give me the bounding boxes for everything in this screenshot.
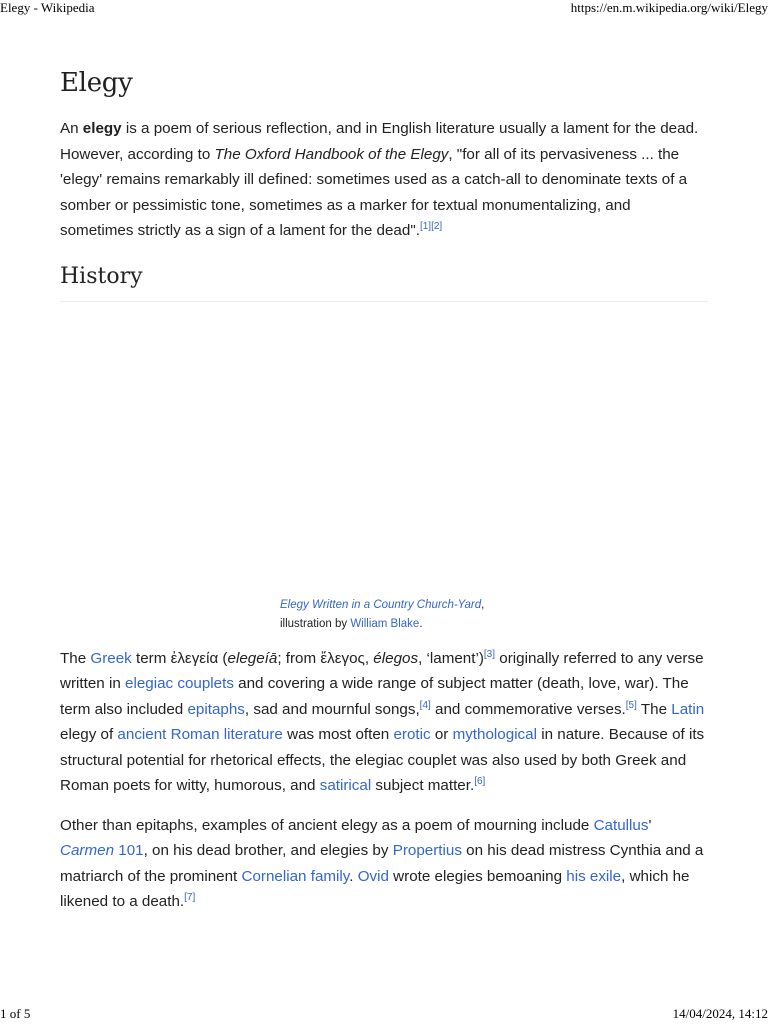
caption-elegy-link[interactable]: Elegy Written in a Country Church-Yard	[280, 598, 482, 611]
link-greek[interactable]: Greek	[90, 649, 132, 667]
link-elegiac-couplets[interactable]: elegiac couplets	[125, 675, 234, 692]
ref-7-link[interactable]: [7]	[184, 892, 196, 903]
caption-william-blake-link[interactable]: William Blake	[350, 617, 420, 630]
link-catullus[interactable]: Catullus	[593, 816, 649, 834]
link-satirical[interactable]: satirical	[319, 777, 372, 794]
link-latin[interactable]: Latin	[671, 700, 705, 718]
ref-5-link[interactable]: [5]	[625, 699, 637, 711]
figure-image-area	[60, 302, 708, 596]
link-101[interactable]: 101	[118, 842, 144, 859]
print-datetime: 14/04/2024, 14:12	[672, 1006, 768, 1021]
intro-paragraph: An elegy is a poem of serious reflection, and in English literature usually a lament for the dead. However, according to The Oxford Handbook of the Elegy, "for all of its pervasiveness ... the 'elegy' remains remarkably ill defined: sometimes used as a catch-all to denominate texts of a somber or pessimistic tone, sometimes as a marker for textual monumentalizing, and sometimes strictly as a sign of a lament for the dead".[1][2]	[60, 120, 699, 239]
link-ancient-roman-literature[interactable]: ancient Roman literature	[117, 726, 283, 743]
book-title: The Oxford Handbook of the Elegy	[214, 145, 449, 163]
print-footer	[0, 1006, 768, 1024]
link-mythological[interactable]: mythological	[452, 726, 537, 743]
print-page-url: https://en.m.wikipedia.org/wiki/Elegy	[570, 0, 768, 15]
ref-1-link[interactable]: [1]	[419, 221, 432, 232]
link-propertius[interactable]: Propertius	[392, 842, 462, 859]
link-his-exile[interactable]: his exile	[566, 867, 622, 885]
print-page-title: Elegy - Wikipedia	[0, 0, 95, 15]
ref-4-link[interactable]: [4]	[419, 699, 431, 711]
link-erotic[interactable]: erotic	[393, 726, 431, 743]
history-paragraph-1: The Greek term ἐλεγεία (elegeíā; from ἔλεγος, élegos, ‘lament’)[3] originally referred to any verse written in elegiac couplets and covering a wide range of subject matter (death, love, war). The term also included epitaphs, sad and mournful songs,[4] and commemorative verses.[5] The Latin elegy of ancient Roman literature was most often erotic or mythological in nature. Because of its structural potential for rhetorical effects, the elegiac couplet was also used by both Greek and Roman poets for witty, humorous, and satirical subject matter.[6]	[60, 648, 705, 794]
history-heading: History	[60, 264, 708, 302]
link-epitaphs[interactable]: epitaphs	[187, 700, 245, 718]
ref-3-link[interactable]: [3]	[483, 648, 496, 660]
article-content	[60, 60, 708, 929]
print-page-number: 1 of 5	[0, 1006, 31, 1021]
ref-2-link[interactable]: [2]	[431, 221, 443, 232]
ref-6-link[interactable]: [6]	[474, 776, 486, 787]
page-title: Elegy	[60, 68, 133, 98]
link-carmen[interactable]: Carmen	[60, 842, 115, 859]
link-ovid[interactable]: Ovid	[357, 867, 389, 885]
figure-caption: Elegy Written in a Country Church-Yard, illustration by William Blake.	[280, 598, 485, 630]
history-paragraph-2: Other than epitaphs, examples of ancient elegy as a poem of mourning include Catullus' Carmen 101, on his dead brother, and elegies by Propertius on his dead mistress Cynthia and a matriarch of the prominent Cornelian family. Ovid wrote elegies bemoaning his exile, which he likened to a death.[7]	[60, 816, 704, 910]
print-header	[0, 0, 768, 18]
link-cornelian-family[interactable]: Cornelian family	[241, 867, 350, 885]
term-elegy: elegy	[82, 120, 122, 137]
